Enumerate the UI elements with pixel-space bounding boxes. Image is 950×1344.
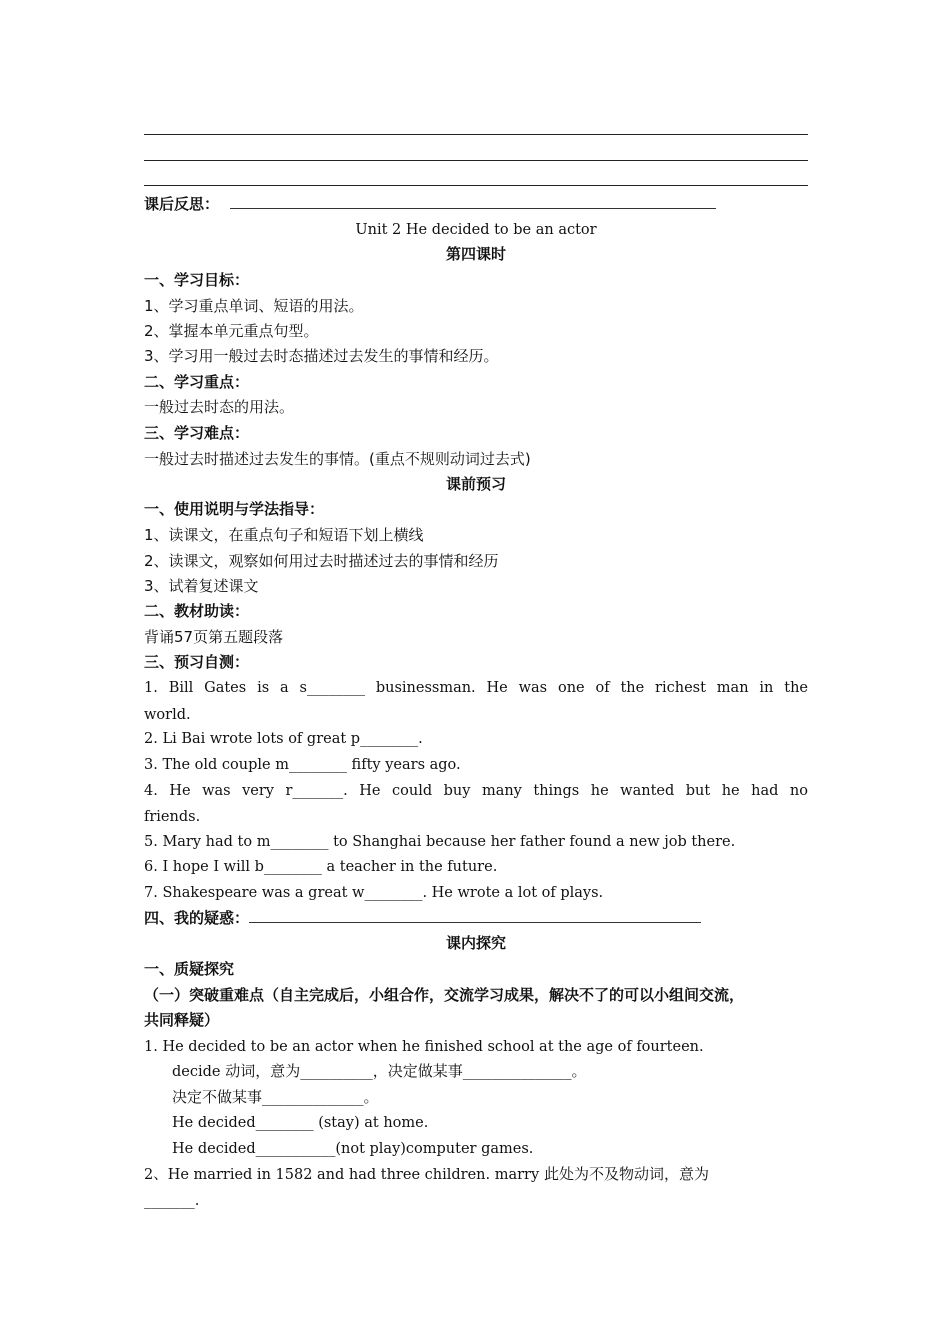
list-item: 2、掌握本单元重点句型。: [144, 322, 319, 340]
not-do-blank[interactable]: ______________: [262, 1090, 364, 1106]
list-item: 3、试着复述课文: [144, 577, 259, 595]
marry-blank[interactable]: _______.: [144, 1193, 200, 1209]
decide-to-do-blank[interactable]: _______________: [462, 1064, 572, 1080]
key-sentence: 1. He decided to be an actor when he finished school at the age of fourteen.: [144, 1039, 704, 1055]
decide-meaning-label: 动词，意为: [220, 1062, 301, 1080]
doubts-row: [144, 908, 808, 928]
not-do-end: 。: [363, 1088, 379, 1106]
reflection-row: [144, 194, 808, 214]
section-heading: 一、学习目标：: [144, 271, 250, 289]
quiz-question-cont: friends.: [144, 809, 201, 825]
decide-row: [172, 1061, 808, 1082]
answer-rule-1: [144, 134, 808, 135]
subsection-heading: （一）突破重难点（自主完成后，小组合作，交流学习成果，解决不了的可以小组间交流，: [144, 986, 745, 1004]
example-sentence: He decided___________(not play)computer games.: [172, 1141, 534, 1157]
explore-title: 课内探究: [445, 934, 506, 952]
section-heading: 三、预习自测：: [144, 653, 250, 671]
doubts-heading: 四、我的疑惑：: [144, 909, 250, 927]
lesson-title: 第四课时: [445, 245, 506, 263]
not-do-label: 决定不做某事: [172, 1088, 263, 1106]
unit-title: Unit 2 He decided to be an actor: [355, 222, 597, 238]
subsection-heading-cont: 共同释疑）: [144, 1011, 220, 1029]
quiz-question: 3. The old couple m________ fifty years ago.: [144, 757, 461, 773]
marry-sentence: 2、He married in 1582 and had three children. marry: [144, 1167, 540, 1183]
doubts-blank[interactable]: [249, 922, 701, 923]
decide-to-do-label: ，决定做某事: [372, 1062, 463, 1080]
reflection-blank[interactable]: [230, 208, 716, 209]
section-heading: 三、学习难点：: [144, 424, 250, 442]
preview-title: 课前预习: [445, 475, 506, 493]
section-heading: 二、学习重点：: [144, 373, 250, 391]
section-text: 一般过去时态的用法。: [144, 398, 295, 416]
quiz-question: 6. I hope I will b________ a teacher in the future.: [144, 859, 498, 875]
decide-end: 。: [571, 1062, 587, 1080]
list-item: 1、学习重点单词、短语的用法。: [144, 297, 364, 315]
list-item: 1、读课文，在重点句子和短语下划上横线: [144, 526, 424, 544]
list-item: 3、学习用一般过去时态描述过去发生的事情和经历。: [144, 347, 499, 365]
marry-note: 此处为不及物动词，意为: [543, 1165, 709, 1183]
quiz-question: 1. Bill Gates is a s________ businessman. He was one of the richest man in the: [144, 680, 808, 696]
section-heading: 一、使用说明与学法指导：: [144, 500, 325, 518]
answer-rule-2: [144, 160, 808, 161]
reflection-label: 课后反思：: [144, 195, 220, 213]
example-sentence: He decided________ (stay) at home.: [172, 1115, 429, 1131]
not-do-row: [172, 1087, 808, 1108]
section-heading: 一、质疑探究: [144, 960, 235, 978]
section-heading: 二、教材助读：: [144, 602, 250, 620]
list-item: 2、读课文，观察如何用过去时描述过去的事情和经历: [144, 552, 499, 570]
marry-row: [144, 1164, 808, 1185]
quiz-question-cont: world.: [144, 707, 191, 723]
quiz-question: 7. Shakespeare was a great w________. He wrote a lot of plays.: [144, 885, 604, 901]
section-text: 背诵57页第五题段落: [144, 628, 284, 646]
quiz-question: 5. Mary had to m________ to Shanghai because her father found a new job there.: [144, 834, 736, 850]
quiz-question: 2. Li Bai wrote lots of great p________.: [144, 731, 423, 747]
answer-rule-3: [144, 185, 808, 186]
decide-word: decide: [172, 1064, 221, 1080]
quiz-question: 4. He was very r_______. He could buy many things he wanted but he had no: [144, 783, 808, 799]
section-text: 一般过去时描述过去发生的事情。(重点不规则动词过去式): [144, 450, 531, 468]
decide-blank[interactable]: __________: [300, 1064, 373, 1080]
